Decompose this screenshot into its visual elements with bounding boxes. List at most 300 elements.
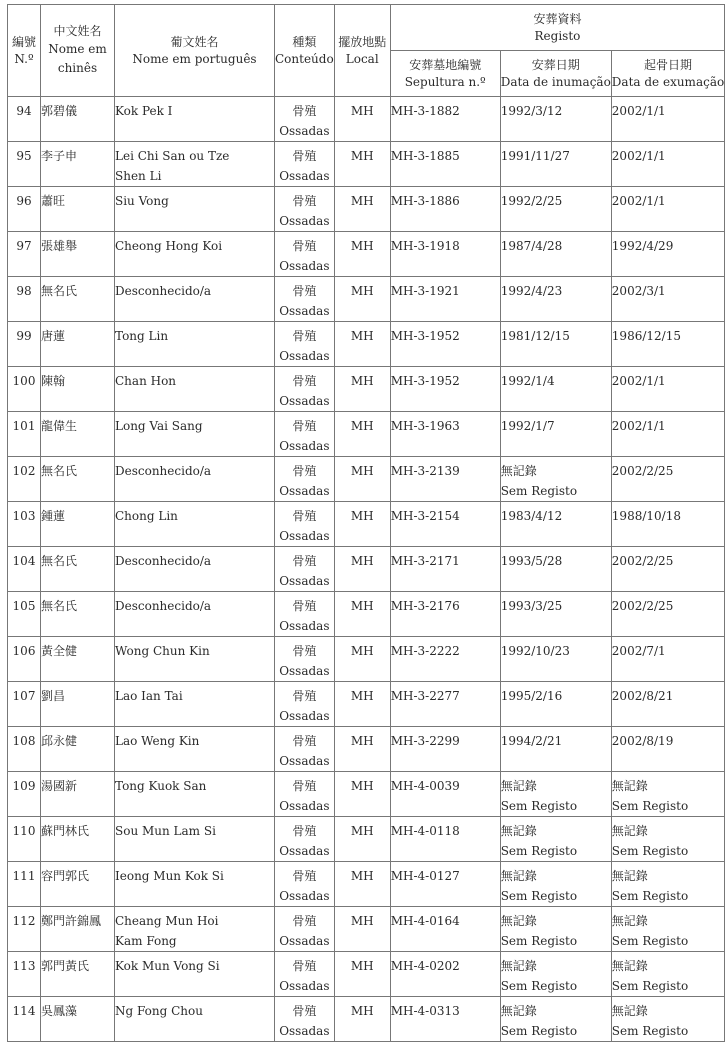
- cell-exhumation-date-line: 1992/4/29: [611, 239, 674, 253]
- cell-chinese-name-text: 蕭旺: [41, 194, 66, 208]
- cell-chinese-name-text: 郭門黃氏: [41, 959, 90, 973]
- cell-local-text: MH: [350, 779, 374, 793]
- cell-local-text: MH: [350, 509, 374, 523]
- cell-number: [8, 907, 41, 952]
- table-row: [8, 412, 725, 457]
- cell-tomb-number: [390, 502, 500, 547]
- cell-tomb-number-text: MH-3-1885: [390, 149, 460, 163]
- cell-chinese-name-text: 龍偉生: [41, 419, 78, 433]
- cell-inhumation-date-line: 無記錄: [500, 869, 537, 883]
- cell-inhumation-date: [500, 502, 611, 547]
- cell-exhumation-date: [611, 502, 724, 547]
- cell-chinese-name-text: 鍾蓮: [41, 509, 66, 523]
- cell-tomb-number: [390, 547, 500, 592]
- cell-number: [8, 592, 41, 637]
- cell-portuguese-name-line: Wong Chun Kin: [115, 644, 210, 658]
- cell-content: [275, 502, 335, 547]
- cell-local: [334, 817, 390, 862]
- cell-local-text: MH: [350, 374, 374, 388]
- cell-exhumation-date: [611, 772, 724, 817]
- cell-inhumation-date-line: 1991/11/27: [500, 149, 570, 163]
- cell-content: [275, 682, 335, 727]
- cell-number-text: 104: [12, 554, 36, 568]
- cell-portuguese-name: [115, 457, 275, 502]
- cell-chinese-name-text: 郭碧儀: [41, 104, 78, 118]
- cell-local: [334, 727, 390, 772]
- cell-content: [275, 232, 335, 277]
- cell-local: [334, 187, 390, 232]
- table-row: [8, 502, 725, 547]
- cell-local: [334, 457, 390, 502]
- cell-number: [8, 637, 41, 682]
- cell-chinese-name: [41, 97, 115, 142]
- cell-tomb-number-text: MH-3-2176: [390, 599, 460, 613]
- cell-chinese-name-text: 無名氏: [41, 599, 78, 613]
- cell-inhumation-date: [500, 547, 611, 592]
- cell-inhumation-date-line: 1993/5/28: [500, 554, 563, 568]
- cell-number: [8, 457, 41, 502]
- cell-inhumation-date: [500, 772, 611, 817]
- cell-local-text: MH: [350, 239, 374, 253]
- table-row: [8, 277, 725, 322]
- cell-chinese-name-text: 無名氏: [41, 554, 78, 568]
- cell-content: [275, 142, 335, 187]
- cell-exhumation-date: [611, 682, 724, 727]
- cell-inhumation-date-line: 1981/12/15: [500, 329, 570, 343]
- cell-inhumation-date-line: 無記錄: [500, 914, 537, 928]
- cell-chinese-name: [41, 547, 115, 592]
- cell-content-line: Ossadas: [279, 934, 330, 948]
- cell-exhumation-date-line: 2002/3/1: [611, 284, 666, 298]
- table-row: [8, 592, 725, 637]
- cell-portuguese-name-line: Tong Lin: [115, 329, 169, 343]
- cell-inhumation-date-line: 1994/2/21: [500, 734, 563, 748]
- cell-local: [334, 637, 390, 682]
- table-row: [8, 367, 725, 412]
- cell-tomb-number: [390, 277, 500, 322]
- cell-inhumation-date: [500, 277, 611, 322]
- cell-local-text: MH: [350, 554, 374, 568]
- header-registo-pt: Registo: [534, 28, 581, 43]
- cell-portuguese-name-line: Desconhecido/a: [115, 554, 212, 568]
- cell-inhumation-date: [500, 232, 611, 277]
- cell-chinese-name: [41, 187, 115, 232]
- cell-exhumation-date: [611, 637, 724, 682]
- cell-portuguese-name: [115, 772, 275, 817]
- cell-exhumation-date-line: 1988/10/18: [611, 509, 681, 523]
- cell-tomb-number-text: MH-3-1952: [390, 374, 460, 388]
- header-content-zh: 種類: [292, 34, 317, 49]
- table-row: [8, 637, 725, 682]
- cell-inhumation-date-line: 無記錄: [500, 1004, 537, 1018]
- cell-portuguese-name: [115, 817, 275, 862]
- cell-inhumation-date: [500, 952, 611, 997]
- header-chinese-name-zh: 中文姓名: [53, 24, 102, 38]
- cell-local-text: MH: [350, 419, 374, 433]
- cell-content: [275, 817, 335, 862]
- cell-local: [334, 682, 390, 727]
- cell-chinese-name-text: 邱永健: [41, 734, 78, 748]
- cell-local: [334, 97, 390, 142]
- cell-number-text: 102: [12, 464, 36, 478]
- header-number-zh: 編號: [11, 34, 36, 49]
- cell-chinese-name: [41, 997, 115, 1042]
- cell-content: [275, 997, 335, 1042]
- cell-content-line: Ossadas: [279, 844, 330, 858]
- cell-content-line: 骨殖: [292, 509, 317, 523]
- cell-content-line: 骨殖: [292, 1004, 317, 1018]
- cell-content-line: Ossadas: [279, 754, 330, 768]
- cell-portuguese-name-line: Desconhecido/a: [115, 464, 212, 478]
- cell-tomb-number: [390, 457, 500, 502]
- header-number-pt: N.º: [14, 51, 34, 66]
- cell-chinese-name: [41, 277, 115, 322]
- cell-chinese-name-text: 唐蓮: [41, 329, 66, 343]
- cell-inhumation-date-line: Sem Registo: [500, 844, 578, 858]
- cell-number-text: 103: [12, 509, 36, 523]
- cell-chinese-name: [41, 727, 115, 772]
- cell-number: [8, 97, 41, 142]
- cell-inhumation-date-line: 1992/10/23: [500, 644, 570, 658]
- cell-portuguese-name: [115, 142, 275, 187]
- cell-exhumation-date: [611, 907, 724, 952]
- cell-number-text: 108: [12, 734, 36, 748]
- header-tomb-number-zh: 安葬墓地編號: [409, 57, 482, 72]
- cell-portuguese-name-line: Shen Li: [115, 169, 162, 183]
- cell-portuguese-name: [115, 502, 275, 547]
- cell-exhumation-date-line: Sem Registo: [611, 1024, 689, 1038]
- cell-number-text: 107: [12, 689, 36, 703]
- cell-exhumation-date: [611, 592, 724, 637]
- cell-local-text: MH: [350, 284, 374, 298]
- cell-exhumation-date-line: 2002/1/1: [611, 374, 666, 388]
- cell-number: [8, 232, 41, 277]
- header-number: [8, 5, 41, 97]
- cell-chinese-name-text: 陳翰: [41, 374, 66, 388]
- cell-exhumation-date-line: Sem Registo: [611, 844, 689, 858]
- cell-content-line: 骨殖: [292, 779, 317, 793]
- cell-content: [275, 412, 335, 457]
- cell-inhumation-date-line: Sem Registo: [500, 484, 578, 498]
- cell-content-line: Ossadas: [279, 259, 330, 273]
- header-inhumation-date-pt: Data de inumação: [500, 74, 611, 89]
- cell-chinese-name: [41, 772, 115, 817]
- cell-chinese-name-text: 李子申: [41, 149, 78, 163]
- cell-tomb-number-text: MH-3-1882: [390, 104, 460, 118]
- cell-exhumation-date: [611, 952, 724, 997]
- cell-local: [334, 907, 390, 952]
- cell-exhumation-date: [611, 997, 724, 1042]
- cell-inhumation-date: [500, 682, 611, 727]
- cell-content-line: Ossadas: [279, 799, 330, 813]
- cell-local: [334, 142, 390, 187]
- header-portuguese-name-pt: Nome em português: [132, 51, 257, 66]
- cell-portuguese-name-line: Cheong Hong Koi: [115, 239, 223, 253]
- cell-inhumation-date-line: Sem Registo: [500, 1024, 578, 1038]
- cell-portuguese-name-line: Siu Vong: [115, 194, 169, 208]
- cell-portuguese-name: [115, 412, 275, 457]
- header-tomb-number-pt: Sepultura n.º: [404, 74, 486, 89]
- cell-exhumation-date: [611, 232, 724, 277]
- cell-tomb-number: [390, 232, 500, 277]
- cell-local-text: MH: [350, 644, 374, 658]
- cell-exhumation-date-line: 2002/2/25: [611, 599, 674, 613]
- header-content: [275, 5, 335, 97]
- cell-chinese-name-text: 無名氏: [41, 284, 78, 298]
- cell-content-line: 骨殖: [292, 104, 317, 118]
- cell-tomb-number-text: MH-3-1886: [390, 194, 460, 208]
- cell-inhumation-date: [500, 997, 611, 1042]
- cell-portuguese-name-line: Long Vai Sang: [115, 419, 203, 433]
- cell-inhumation-date-line: 無記錄: [500, 779, 537, 793]
- cell-exhumation-date-line: 1986/12/15: [611, 329, 681, 343]
- cell-chinese-name-text: 蘇門林氏: [41, 824, 90, 838]
- cell-number-text: 100: [12, 374, 36, 388]
- cell-chinese-name-text: 黃全健: [41, 644, 78, 658]
- cell-tomb-number: [390, 727, 500, 772]
- cell-number: [8, 412, 41, 457]
- cell-local-text: MH: [350, 194, 374, 208]
- cell-local: [334, 772, 390, 817]
- cell-content: [275, 907, 335, 952]
- cell-inhumation-date-line: 1992/4/23: [500, 284, 563, 298]
- cell-content-line: Ossadas: [279, 124, 330, 138]
- cell-number-text: 96: [16, 194, 32, 208]
- cell-tomb-number-text: MH-4-0127: [390, 869, 460, 883]
- cell-number: [8, 997, 41, 1042]
- cell-tomb-number-text: MH-3-2277: [390, 689, 460, 703]
- cell-content-line: Ossadas: [279, 979, 330, 993]
- cell-local-text: MH: [350, 599, 374, 613]
- cell-content-line: 骨殖: [292, 239, 317, 253]
- cell-exhumation-date: [611, 727, 724, 772]
- table-row: [8, 187, 725, 232]
- cell-number: [8, 502, 41, 547]
- cell-number-text: 109: [12, 779, 36, 793]
- cell-portuguese-name-line: Kam Fong: [115, 934, 177, 948]
- cell-content-line: Ossadas: [279, 574, 330, 588]
- cell-exhumation-date: [611, 457, 724, 502]
- cell-inhumation-date: [500, 97, 611, 142]
- cell-number: [8, 817, 41, 862]
- cell-tomb-number-text: MH-3-2154: [390, 509, 460, 523]
- cell-exhumation-date: [611, 412, 724, 457]
- header-content-pt: Conteúdo: [275, 51, 334, 66]
- cell-content-line: 骨殖: [292, 554, 317, 568]
- cell-chinese-name: [41, 502, 115, 547]
- header-local: [334, 5, 390, 97]
- cell-portuguese-name: [115, 547, 275, 592]
- cell-exhumation-date-line: 無記錄: [611, 824, 648, 838]
- cell-number-text: 113: [12, 959, 36, 973]
- cell-local-text: MH: [350, 1004, 374, 1018]
- cell-exhumation-date: [611, 862, 724, 907]
- cell-portuguese-name: [115, 367, 275, 412]
- header-inhumation-date: [500, 51, 611, 97]
- cell-portuguese-name: [115, 997, 275, 1042]
- cell-local-text: MH: [350, 104, 374, 118]
- table-row: [8, 322, 725, 367]
- cell-portuguese-name-line: Kok Mun Vong Si: [115, 959, 220, 973]
- cell-exhumation-date-line: 2002/2/25: [611, 464, 674, 478]
- cell-content-line: 骨殖: [292, 194, 317, 208]
- cell-chinese-name: [41, 817, 115, 862]
- table-row: [8, 997, 725, 1042]
- table-row: [8, 817, 725, 862]
- cell-inhumation-date-line: Sem Registo: [500, 799, 578, 813]
- cell-content-line: Ossadas: [279, 1024, 330, 1038]
- cell-content-line: Ossadas: [279, 169, 330, 183]
- cell-exhumation-date: [611, 817, 724, 862]
- cell-local: [334, 232, 390, 277]
- cell-tomb-number-text: MH-3-1952: [390, 329, 460, 343]
- cell-number-text: 111: [12, 869, 36, 883]
- cell-tomb-number: [390, 97, 500, 142]
- cell-content-line: 骨殖: [292, 464, 317, 478]
- cell-number-text: 114: [12, 1004, 36, 1018]
- cell-content: [275, 187, 335, 232]
- cell-chinese-name: [41, 592, 115, 637]
- header-local-zh: 擺放地點: [338, 34, 387, 49]
- cell-exhumation-date-line: 無記錄: [611, 869, 648, 883]
- cell-chinese-name: [41, 232, 115, 277]
- header-inhumation-date-zh: 安葬日期: [531, 57, 580, 72]
- cell-content-line: 骨殖: [292, 914, 317, 928]
- cell-local: [334, 952, 390, 997]
- cell-number: [8, 862, 41, 907]
- cell-content-line: Ossadas: [279, 394, 330, 408]
- cell-local-text: MH: [350, 329, 374, 343]
- header-chinese-name: [41, 5, 115, 97]
- cell-tomb-number: [390, 862, 500, 907]
- table-row: [8, 457, 725, 502]
- cell-content-line: Ossadas: [279, 709, 330, 723]
- cell-tomb-number: [390, 817, 500, 862]
- cell-exhumation-date-line: 2002/1/1: [611, 149, 666, 163]
- cell-exhumation-date-line: 無記錄: [611, 959, 648, 973]
- header-portuguese-name-zh: 葡文姓名: [170, 34, 219, 49]
- cell-portuguese-name-line: Lao Weng Kin: [115, 734, 200, 748]
- cell-inhumation-date-line: 1983/4/12: [500, 509, 563, 523]
- cell-portuguese-name: [115, 682, 275, 727]
- cell-content-line: 骨殖: [292, 734, 317, 748]
- cell-content-line: Ossadas: [279, 664, 330, 678]
- cell-chinese-name-text: 湯國新: [41, 779, 78, 793]
- cell-local: [334, 412, 390, 457]
- cell-tomb-number: [390, 142, 500, 187]
- cell-portuguese-name: [115, 907, 275, 952]
- cell-portuguese-name-line: Sou Mun Lam Si: [115, 824, 216, 838]
- cell-tomb-number-text: MH-3-2222: [390, 644, 460, 658]
- cell-tomb-number-text: MH-4-0313: [390, 1004, 460, 1018]
- table-row: [8, 682, 725, 727]
- cell-inhumation-date-line: 1992/1/4: [500, 374, 555, 388]
- cell-content-line: 骨殖: [292, 149, 317, 163]
- cell-content-line: 骨殖: [292, 689, 317, 703]
- cell-content: [275, 457, 335, 502]
- cell-chinese-name: [41, 907, 115, 952]
- cell-exhumation-date: [611, 142, 724, 187]
- cell-inhumation-date: [500, 817, 611, 862]
- cell-exhumation-date-line: Sem Registo: [611, 889, 689, 903]
- cell-tomb-number: [390, 187, 500, 232]
- cell-content-line: Ossadas: [279, 439, 330, 453]
- cell-chinese-name: [41, 862, 115, 907]
- cell-exhumation-date-line: 2002/1/1: [611, 419, 666, 433]
- cell-content-line: 骨殖: [292, 419, 317, 433]
- cell-chinese-name-text: 吳鳳藻: [41, 1004, 78, 1018]
- cell-portuguese-name: [115, 592, 275, 637]
- cell-exhumation-date-line: 無記錄: [611, 779, 648, 793]
- table-row: [8, 907, 725, 952]
- cell-exhumation-date: [611, 547, 724, 592]
- cell-content: [275, 727, 335, 772]
- cell-number: [8, 952, 41, 997]
- cell-tomb-number: [390, 997, 500, 1042]
- cell-local: [334, 862, 390, 907]
- cell-tomb-number: [390, 772, 500, 817]
- cell-number-text: 98: [16, 284, 32, 298]
- cell-exhumation-date-line: 2002/2/25: [611, 554, 674, 568]
- cell-inhumation-date: [500, 187, 611, 232]
- cell-exhumation-date-line: 2002/7/1: [611, 644, 666, 658]
- cell-chinese-name: [41, 142, 115, 187]
- cell-tomb-number-text: MH-4-0118: [390, 824, 460, 838]
- cell-inhumation-date-line: 1992/1/7: [500, 419, 555, 433]
- cell-number-text: 99: [16, 329, 32, 343]
- header-local-pt: Local: [345, 51, 379, 66]
- cell-portuguese-name-line: Lao Ian Tai: [115, 689, 183, 703]
- cell-content-line: Ossadas: [279, 214, 330, 228]
- cell-tomb-number-text: MH-3-2171: [390, 554, 460, 568]
- cell-exhumation-date: [611, 97, 724, 142]
- cell-chinese-name-text: 容門郭氏: [41, 869, 90, 883]
- cell-content-line: 骨殖: [292, 284, 317, 298]
- cell-tomb-number-text: MH-3-2139: [390, 464, 460, 478]
- cell-local-text: MH: [350, 689, 374, 703]
- cell-local-text: MH: [350, 869, 374, 883]
- cell-tomb-number-text: MH-4-0202: [390, 959, 460, 973]
- cell-content-line: 骨殖: [292, 329, 317, 343]
- cell-exhumation-date: [611, 187, 724, 232]
- cell-portuguese-name: [115, 862, 275, 907]
- cell-exhumation-date-line: 2002/1/1: [611, 104, 666, 118]
- cell-inhumation-date: [500, 907, 611, 952]
- cell-chinese-name: [41, 322, 115, 367]
- cell-number-text: 106: [12, 644, 36, 658]
- header-registo: [390, 5, 725, 51]
- cell-number: [8, 727, 41, 772]
- cell-portuguese-name-line: Kok Pek I: [115, 104, 173, 118]
- cell-number-text: 94: [16, 104, 32, 118]
- cell-portuguese-name-line: Desconhecido/a: [115, 599, 212, 613]
- cell-local-text: MH: [350, 734, 374, 748]
- cell-content-line: 骨殖: [292, 869, 317, 883]
- cell-local-text: MH: [350, 959, 374, 973]
- cell-number-text: 112: [12, 914, 36, 928]
- cell-local: [334, 367, 390, 412]
- cell-content-line: Ossadas: [279, 304, 330, 318]
- cell-number-text: 105: [12, 599, 36, 613]
- cell-content: [275, 592, 335, 637]
- cell-content: [275, 637, 335, 682]
- cell-portuguese-name: [115, 277, 275, 322]
- cell-chinese-name: [41, 367, 115, 412]
- cell-chinese-name-text: 張雄舉: [41, 239, 78, 253]
- cell-tomb-number: [390, 412, 500, 457]
- cell-number: [8, 772, 41, 817]
- cell-content: [275, 322, 335, 367]
